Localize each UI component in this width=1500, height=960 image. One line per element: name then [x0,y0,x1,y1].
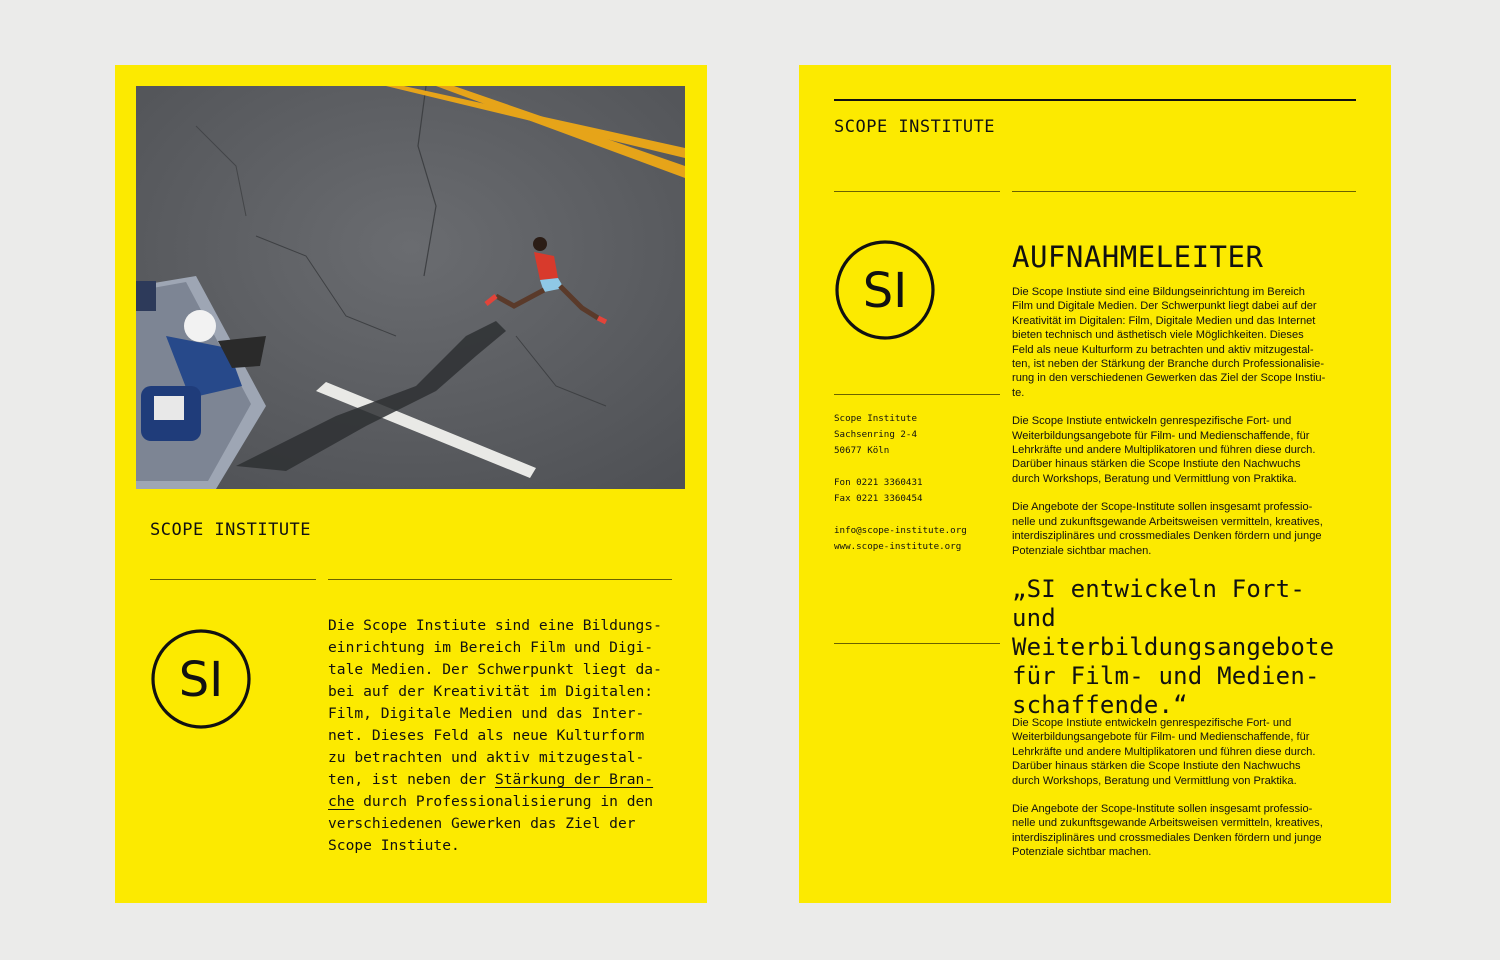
divider [328,579,672,580]
divider [834,191,1000,192]
top-rule [834,99,1356,101]
logo-text: SI [178,652,224,708]
brand-name: SCOPE INSTITUTE [834,117,996,137]
intro-paragraph: Die Scope Instiute sind eine Bildungseinrichtung im Bereich Film und Digitale Medien. Der Schwerpunkt liegt dabei auf der Kreativität im Digitalen: Film, Digitale Medien und das Internet bieten technisch und ästhetisch viele Möglichkeiten. Dieses Feld als neue Kulturform zu betrachten und aktiv mitzugestal- ten, ist neben der Stärkung der Branche durch Professionalisie- rung in den verschiedenen Gewerken das Ziel der Scope Instiu- te. Die Scope Instiute entwickeln genrespezifische Fort- und Weiterbildungsangebote für Film- und Medienschaffende, für Lehrkräfte und andere Multiplikatoren und führen diese durch. Darüber hinaus stärken die Scope Instiute den Nachwuchs durch Workshops, Beratung und Vermittlung von Praktika. Die Angebote der Scope-Institute sollen insgesamt professio- nelle und zukunftsgewande Arbeitsweisen vermitteln, kreatives, interdisziplinäres und crossmediales Denken fördern und junge Potenziale sichtbar machen. [1012,286,1326,557]
flyer-page-left [115,65,707,903]
phone: Fon 0221 3360431 [834,477,923,488]
logo-text: SI [862,263,908,319]
fax: Fax 0221 3360454 [834,493,923,504]
address-street: Sachsenring 2-4 [834,429,917,440]
divider [1012,191,1356,192]
website-link[interactable]: www.scope-institute.org [834,541,962,552]
address-name: Scope Institute [834,413,917,424]
highlight-link[interactable]: Stärkung der Bran- [494,771,654,788]
pull-quote: „SI entwickeln Fort- und Weiterbildungsangebote für Film- und Medien- schaffende.“ [1012,575,1335,719]
flyer-page-right [799,65,1391,903]
job-title: AUFNAHMELEITER [1012,240,1264,274]
divider [834,394,1000,395]
intro-text: Die Scope Instiute sind eine Bildungs- einrichtung im Bereich Film und Digi- tale Medien. Der Schwerpunkt liegt da- bei auf der Kreativität im Digitalen: Film, Digitale Medien und das Inter- net. Dieses Feld als neue Kulturform zu betrachten und aktiv mitzugestal- ten, ist neben der Stärkung der Bran- che durch Professionalisierung in den verschiedenen Gewerken das Ziel der Scope Instiute. [328,617,662,854]
email-link[interactable]: info@scope-institute.org [834,525,967,536]
address-block [834,411,994,555]
divider [150,579,316,580]
divider [834,643,1000,644]
address-city: 50677 Köln [834,445,890,456]
highlight-link[interactable]: che [328,793,355,810]
si-logo [834,239,936,341]
si-logo [150,628,252,730]
brand-name: SCOPE INSTITUTE [150,520,312,540]
lower-paragraphs: Die Scope Instiute entwickeln genrespezifische Fort- und Weiterbildungsangebote für Film- und Medienschaffende, für Lehrkräfte und andere Multiplikatoren und führen diese durch. Darüber hinaus stärken die Scope Instiute den Nachwuchs durch Workshops, Beratung und Vermittlung von Praktika. Die Angebote der Scope-Institute sollen insgesamt professio- nelle und zukunftsgewande Arbeitsweisen vermitteln, kreatives, interdisziplinäres und crossmediales Denken fördern und junge Potenziale sichtbar machen. [1012,717,1323,859]
aerial-runner-photo [136,86,685,489]
